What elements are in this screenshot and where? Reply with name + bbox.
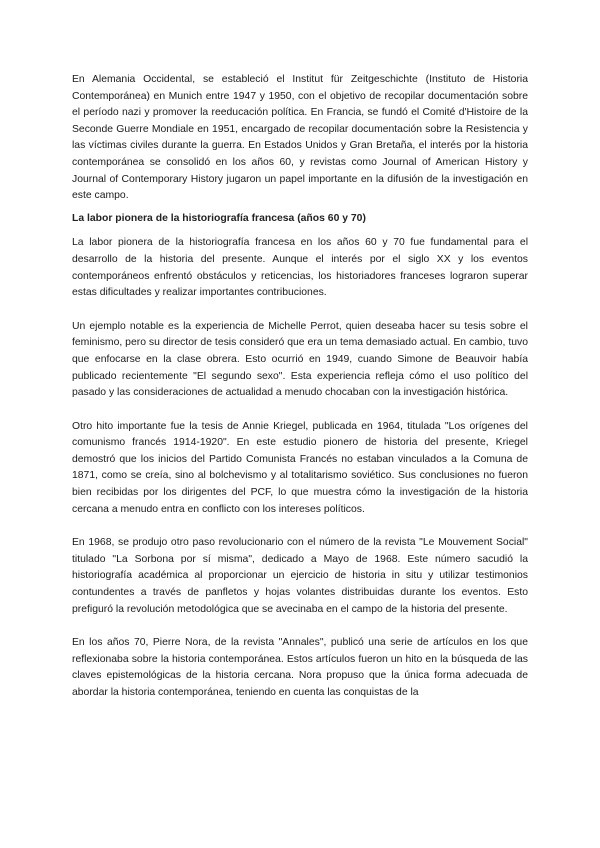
- section-heading: La labor pionera de la historiografía francesa (años 60 y 70): [72, 212, 366, 224]
- paragraph-5: En 1968, se produjo otro paso revolucionario con el número de la revista "Le Mouvement Social" titulado "La Sorbona por sí misma", dedicado a Mayo de 1968. Este número sacudió la historiografía académica al proporcionar un ejercicio de historia in situ y utilizar testimonios contundentes a través de panfletos y hojas volantes distribuidas durante los eventos. Esto prefiguró la revolución metodológica que se avecinaba en el campo de la historia del presente.: [72, 537, 528, 615]
- paragraph-3: Un ejemplo notable es la experiencia de Michelle Perrot, quien deseaba hacer su tesis sobre el feminismo, pero su director de tesis consideró que era un tema demasiado actual. En cambio, tuvo que enfocarse en la clase obrera. Esto ocurrió en 1949, cuando Simone de Beauvoir había publicado recientemente "El segundo sexo". Esta experiencia refleja cómo el uso político del pasado y las consideraciones de actualidad a menudo chocaban con la investigación histórica.: [72, 320, 528, 399]
- paragraph-6: En los años 70, Pierre Nora, de la revista "Annales", publicó una serie de artículos en los que reflexionaba sobre la historia contemporánea. Estos artículos fueron un hito en la búsqueda de las claves epistemológicas de la historia cercana. Nora propuso que la única forma adecuada de abordar la historia contemporánea, teniendo en cuenta las conquistas de la: [72, 637, 528, 698]
- document-page: [72, 72, 528, 702]
- paragraph-1: En Alemania Occidental, se estableció el Institut für Zeitgeschichte (Instituto de Historia Contemporánea) en Munich entre 1947 y 1950, con el objetivo de recopilar documentación sobre el período nazi y promover la reeducación política. En Francia, se fundó el Comité d'Histoire de la Seconde Guerre Mondiale en 1951, encargado de recopilar documentación sobre la Resistencia y las víctimas civiles durante la guerra. En Estados Unidos y Gran Bretaña, el interés por la historia contemporánea se consolidó en los años 60, y revistas como Journal of American History y Journal of Contemporary History jugaron un papel importante en la difusión de la investigación en este campo.: [72, 74, 528, 202]
- paragraph-4: Otro hito importante fue la tesis de Annie Kriegel, publicada en 1964, titulada "Los orígenes del comunismo francés 1914-1920". En este estudio pionero de historia del presente, Kriegel demostró que los inicios del Partido Comunista Francés no estaban vinculados a la Comuna de 1871, como se creía, sino al bolchevismo y al totalitarismo soviético. Sus conclusiones no fueron bien recibidas por los dirigentes del PCF, lo que muestra cómo la investigación de la historia cercana a menudo entra en conflicto con los intereses políticos.: [72, 420, 528, 515]
- paragraph-2: La labor pionera de la historiografía francesa en los años 60 y 70 fue fundamental para el desarrollo de la historia del presente. Aunque el interés por el siglo XX y los eventos contemporáneos enfrentó obstáculos y reticencias, los historiadores franceses lograron superar estas dificultades y realizar importantes contribuciones.: [72, 237, 528, 299]
